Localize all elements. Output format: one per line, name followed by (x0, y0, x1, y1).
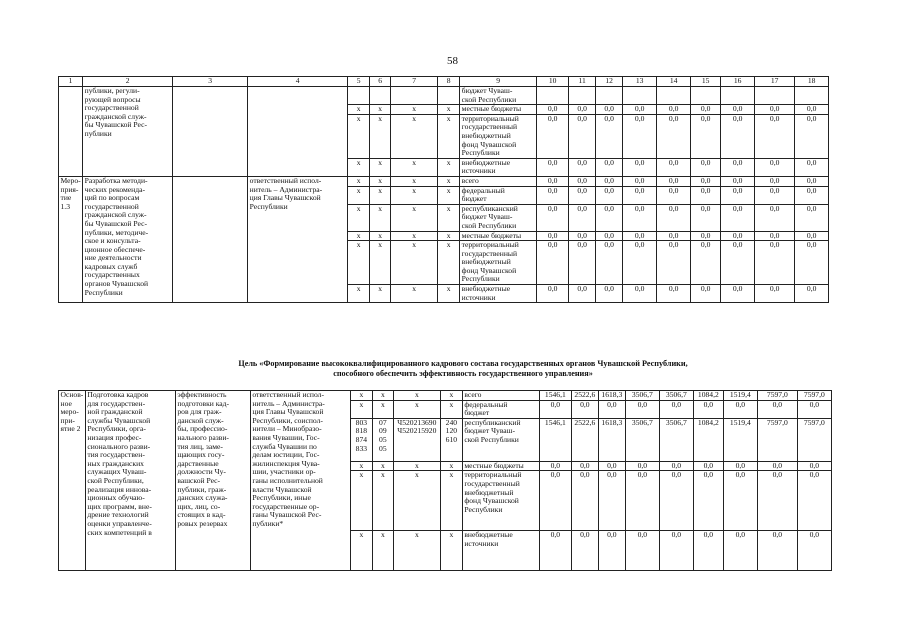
year-value-cell: 0,0 (657, 285, 691, 303)
expense-type-cell: x (438, 231, 460, 241)
year-value-cell: 0,0 (657, 204, 691, 231)
year-value-cell: 3506,7 (659, 391, 693, 401)
expense-type-cell: 240 120 610 (440, 418, 462, 461)
year-value-cell: 0,0 (797, 531, 831, 571)
year-value-cell: 1618,3 (598, 391, 625, 401)
table-row (59, 391, 832, 401)
grbs-code-cell: x (348, 186, 370, 204)
year-value-cell: 0,0 (795, 105, 829, 115)
year-value-cell (623, 87, 657, 105)
year-value-cell: 0,0 (623, 231, 657, 241)
year-value-cell (537, 87, 569, 105)
year-value-cell: 0,0 (721, 204, 755, 231)
target-article-cell: x (391, 176, 438, 186)
year-value-cell: 0,0 (596, 241, 623, 285)
year-value-cell: 0,0 (596, 105, 623, 115)
target-article-cell: x (393, 461, 440, 471)
year-value-cell: 0,0 (537, 231, 569, 241)
funding-source-cell: местные бюджеты (460, 105, 537, 115)
funding-source-cell: местные бюджеты (460, 231, 537, 241)
year-value-cell: 0,0 (795, 241, 829, 285)
expense-type-cell (438, 87, 460, 105)
year-value-cell: 0,0 (755, 186, 795, 204)
section-code-cell: x (370, 204, 391, 231)
year-value-cell: 0,0 (569, 186, 596, 204)
year-value-cell: 7597,0 (757, 391, 797, 401)
column-number-16: 16 (721, 77, 755, 87)
target-article-cell: x (391, 158, 438, 176)
section-code-cell: x (370, 158, 391, 176)
year-value-cell: 0,0 (657, 241, 691, 285)
event-name-cell: Разработка методи- ческих рекоменда- ций по вопросам государственной гражданской служ- бы Чувашской Рес- публики, методиче- ское и консульта- ционное обеспече- ние деятельности кадровых служб государственных органов Чувашской Республики (83, 176, 173, 302)
year-value-cell: 0,0 (623, 114, 657, 158)
expense-type-cell: x (440, 531, 462, 571)
year-value-cell: 0,0 (691, 105, 721, 115)
year-value-cell: 0,0 (797, 461, 831, 471)
year-value-cell: 0,0 (721, 176, 755, 186)
year-value-cell: 3506,7 (625, 418, 659, 461)
year-value-cell: 3506,7 (659, 418, 693, 461)
goal-line-2: способного обеспечить эффективность государственного управления» (333, 369, 593, 378)
section-code-cell: x (372, 461, 393, 471)
year-value-cell: 0,0 (721, 186, 755, 204)
year-value-cell: 0,0 (657, 158, 691, 176)
year-value-cell: 0,0 (657, 176, 691, 186)
target-article-cell: x (393, 471, 440, 531)
year-value-cell: 0,0 (755, 204, 795, 231)
year-value-cell: 0,0 (596, 176, 623, 186)
funding-source-cell: внебюджетные источники (462, 531, 539, 571)
column-number-4: 4 (248, 77, 348, 87)
year-value-cell: 0,0 (571, 531, 598, 571)
grbs-code-cell: x (350, 531, 372, 571)
year-value-cell: 0,0 (795, 114, 829, 158)
year-value-cell: 0,0 (537, 285, 569, 303)
year-value-cell: 0,0 (755, 285, 795, 303)
year-value-cell: 0,0 (757, 531, 797, 571)
expense-type-cell: x (438, 114, 460, 158)
funding-source-cell: территориальный государственный внебюджетный фонд Чувашской Республики (462, 471, 539, 531)
year-value-cell: 0,0 (539, 400, 571, 418)
year-value-cell: 0,0 (537, 114, 569, 158)
year-value-cell: 0,0 (569, 158, 596, 176)
target-article-cell: x (391, 105, 438, 115)
year-value-cell: 3506,7 (625, 391, 659, 401)
year-value-cell: 0,0 (693, 461, 723, 471)
year-value-cell: 0,0 (755, 114, 795, 158)
grbs-code-cell: x (348, 158, 370, 176)
year-value-cell: 0,0 (598, 400, 625, 418)
year-value-cell: 0,0 (539, 471, 571, 531)
column-number-15: 15 (691, 77, 721, 87)
funding-source-cell: местные бюджеты (462, 461, 539, 471)
year-value-cell: 1519,4 (723, 391, 757, 401)
year-value-cell: 0,0 (691, 114, 721, 158)
year-value-cell: 0,0 (691, 158, 721, 176)
header-row (59, 77, 829, 87)
year-value-cell: 1546,1 (539, 418, 571, 461)
event-code-cell: Меро- прия- тие 1.3 (59, 176, 83, 302)
year-value-cell: 0,0 (657, 105, 691, 115)
target-article-cell: Ч520213690 Ч520215920 (393, 418, 440, 461)
expense-type-cell: x (440, 471, 462, 531)
section-code-cell: x (372, 531, 393, 571)
executor-cell: ответственный испол- нитель – Администра- ция Главы Чувашской Республики (248, 176, 348, 302)
year-value-cell: 0,0 (691, 186, 721, 204)
column-number-12: 12 (596, 77, 623, 87)
year-value-cell (721, 87, 755, 105)
section-code-cell: x (370, 231, 391, 241)
expense-type-cell: x (440, 391, 462, 401)
year-value-cell: 0,0 (571, 400, 598, 418)
year-value-cell: 0,0 (569, 241, 596, 285)
year-value-cell: 0,0 (755, 176, 795, 186)
year-value-cell: 0,0 (723, 400, 757, 418)
column-number-1: 1 (59, 77, 83, 87)
year-value-cell: 0,0 (598, 531, 625, 571)
grbs-code-cell: x (348, 285, 370, 303)
target-article-cell: x (391, 241, 438, 285)
column-number-2: 2 (83, 77, 173, 87)
column-number-3: 3 (173, 77, 248, 87)
event-name-cell: Подготовка кадров для государствен- ной гражданской службы Чувашской Республики, орга- низация профес- сионального разви- тия государствен- ных гражданских служащих Чуваш- ской Республики, реализация иннова- ционных обучаю- щих программ, вне- дрение технологий оценки управленче- ских компетенций в (85, 391, 175, 571)
year-value-cell: 0,0 (659, 400, 693, 418)
year-value-cell: 0,0 (693, 471, 723, 531)
year-value-cell: 7597,0 (757, 418, 797, 461)
year-value-cell (691, 87, 721, 105)
year-value-cell: 1618,3 (598, 418, 625, 461)
funding-source-cell: республиканский бюджет Чуваш- ской Республики (460, 204, 537, 231)
grbs-code-cell: x (348, 114, 370, 158)
table-row (59, 176, 829, 186)
column-number-10: 10 (537, 77, 569, 87)
grbs-code-cell: x (348, 204, 370, 231)
year-value-cell: 0,0 (757, 461, 797, 471)
expense-type-cell: x (438, 241, 460, 285)
section-code-cell: x (370, 186, 391, 204)
funding-source-cell: республиканский бюджет Чуваш- ской Республики (462, 418, 539, 461)
expense-type-cell: x (438, 158, 460, 176)
year-value-cell: 0,0 (657, 231, 691, 241)
year-value-cell: 0,0 (598, 461, 625, 471)
year-value-cell: 0,0 (596, 186, 623, 204)
year-value-cell: 0,0 (539, 461, 571, 471)
section-code-cell: x (370, 176, 391, 186)
year-value-cell: 2522,6 (571, 418, 598, 461)
year-value-cell: 0,0 (625, 531, 659, 571)
grbs-code-cell: x (348, 176, 370, 186)
funding-source-cell: федеральный бюджет (460, 186, 537, 204)
grbs-code-cell: x (348, 241, 370, 285)
year-value-cell: 0,0 (723, 461, 757, 471)
year-value-cell: 0,0 (721, 158, 755, 176)
target-article-cell: x (391, 285, 438, 303)
year-value-cell: 0,0 (537, 158, 569, 176)
year-value-cell: 0,0 (537, 105, 569, 115)
column-number-5: 5 (348, 77, 370, 87)
year-value-cell: 0,0 (755, 105, 795, 115)
target-indicator-cell (173, 176, 248, 302)
year-value-cell: 0,0 (569, 176, 596, 186)
column-number-8: 8 (438, 77, 460, 87)
year-value-cell: 0,0 (693, 531, 723, 571)
target-article-cell: x (393, 400, 440, 418)
funding-source-cell: территориальный государственный внебюджетный фонд Чувашской Республики (460, 114, 537, 158)
year-value-cell: 0,0 (596, 114, 623, 158)
year-value-cell: 0,0 (569, 105, 596, 115)
year-value-cell (657, 87, 691, 105)
goal-heading (58, 359, 868, 379)
section-code-cell: x (370, 285, 391, 303)
year-value-cell: 0,0 (721, 241, 755, 285)
year-value-cell: 0,0 (569, 285, 596, 303)
section-code-cell: x (372, 471, 393, 531)
expense-type-cell: x (438, 204, 460, 231)
year-value-cell: 0,0 (797, 471, 831, 531)
expense-type-cell: x (438, 105, 460, 115)
goal-line-1: Цель «Формирование высококвалифицированного кадрового состава государственных органов Чувашской Республики, (238, 359, 688, 368)
year-value-cell: 1519,4 (723, 418, 757, 461)
year-value-cell: 1084,2 (693, 391, 723, 401)
target-indicator-cell: эффективность подготовки кад- ров для граж- данской служ- бы, профессио- нального разви- тия лиц, заме- щающих госу- дарственные должности Чу- вашской Рес- публики, граж- данских служа- щих, лиц, со- стоящих в кад- ровых резервах (175, 391, 250, 571)
page-number: 58 (447, 55, 458, 67)
year-value-cell: 0,0 (723, 471, 757, 531)
funding-source-cell: внебюджетные источники (460, 158, 537, 176)
year-value-cell: 0,0 (659, 461, 693, 471)
expense-type-cell: x (438, 176, 460, 186)
year-value-cell: 0,0 (571, 471, 598, 531)
year-value-cell: 0,0 (596, 231, 623, 241)
year-value-cell: 0,0 (723, 531, 757, 571)
event-code-cell: Основ- ное меро- при- ятие 2 (59, 391, 86, 571)
expense-type-cell: x (438, 186, 460, 204)
column-number-18: 18 (795, 77, 829, 87)
year-value-cell: 2522,6 (571, 391, 598, 401)
year-value-cell: 0,0 (539, 531, 571, 571)
column-number-11: 11 (569, 77, 596, 87)
year-value-cell: 0,0 (691, 204, 721, 231)
column-number-9: 9 (460, 77, 537, 87)
year-value-cell (755, 87, 795, 105)
section-code-cell: x (370, 241, 391, 285)
year-value-cell: 0,0 (659, 531, 693, 571)
column-number-7: 7 (391, 77, 438, 87)
target-article-cell: x (393, 391, 440, 401)
year-value-cell: 0,0 (598, 471, 625, 531)
grbs-code-cell: x (350, 400, 372, 418)
column-number-17: 17 (755, 77, 795, 87)
year-value-cell: 0,0 (693, 400, 723, 418)
target-article-cell: x (393, 531, 440, 571)
year-value-cell: 0,0 (623, 186, 657, 204)
column-number-13: 13 (623, 77, 657, 87)
year-value-cell: 0,0 (795, 231, 829, 241)
year-value-cell: 0,0 (691, 176, 721, 186)
column-number-14: 14 (657, 77, 691, 87)
section-code-cell: x (372, 391, 393, 401)
year-value-cell: 0,0 (721, 231, 755, 241)
funding-source-cell: федеральный бюджет (462, 400, 539, 418)
funding-source-cell: бюджет Чуваш- ской Республики (460, 87, 537, 105)
executor-cell (248, 87, 348, 177)
grbs-code-cell: x (348, 105, 370, 115)
year-value-cell: 0,0 (795, 186, 829, 204)
budget-table-continuation (58, 76, 829, 303)
year-value-cell: 0,0 (755, 241, 795, 285)
grbs-code-cell: x (350, 471, 372, 531)
year-value-cell: 0,0 (571, 461, 598, 471)
year-value-cell: 0,0 (623, 241, 657, 285)
year-value-cell: 0,0 (623, 105, 657, 115)
year-value-cell (569, 87, 596, 105)
year-value-cell: 0,0 (596, 204, 623, 231)
target-indicator-cell (173, 87, 248, 177)
section-code-cell: x (372, 400, 393, 418)
grbs-code-cell: x (348, 231, 370, 241)
year-value-cell: 0,0 (795, 204, 829, 231)
funding-source-cell: территориальный государственный внебюджетный фонд Чувашской Республики (460, 241, 537, 285)
year-value-cell: 0,0 (623, 176, 657, 186)
year-value-cell: 0,0 (757, 471, 797, 531)
year-value-cell: 0,0 (657, 186, 691, 204)
table-row (59, 87, 829, 105)
target-article-cell: x (391, 114, 438, 158)
year-value-cell: 0,0 (757, 400, 797, 418)
year-value-cell: 0,0 (797, 400, 831, 418)
section-code-cell: x (370, 105, 391, 115)
year-value-cell: 0,0 (721, 285, 755, 303)
target-article-cell: x (391, 231, 438, 241)
target-article-cell: x (391, 204, 438, 231)
grbs-code-cell: x (350, 391, 372, 401)
year-value-cell: 0,0 (623, 204, 657, 231)
funding-source-cell: всего (462, 391, 539, 401)
year-value-cell: 0,0 (755, 158, 795, 176)
expense-type-cell: x (440, 461, 462, 471)
target-article-cell: x (391, 186, 438, 204)
year-value-cell: 0,0 (721, 105, 755, 115)
year-value-cell: 0,0 (625, 471, 659, 531)
year-value-cell: 0,0 (691, 285, 721, 303)
year-value-cell: 1084,2 (693, 418, 723, 461)
year-value-cell (795, 87, 829, 105)
funding-source-cell: внебюджетные источники (460, 285, 537, 303)
year-value-cell: 0,0 (795, 176, 829, 186)
year-value-cell (596, 87, 623, 105)
year-value-cell: 0,0 (625, 400, 659, 418)
year-value-cell: 7597,0 (797, 418, 831, 461)
budget-table-main-event-2 (58, 390, 832, 571)
event-code-cell (59, 87, 83, 177)
column-number-6: 6 (370, 77, 391, 87)
year-value-cell: 0,0 (537, 204, 569, 231)
year-value-cell: 0,0 (537, 241, 569, 285)
funding-source-cell: всего (460, 176, 537, 186)
year-value-cell: 0,0 (569, 204, 596, 231)
grbs-code-cell: x (350, 461, 372, 471)
year-value-cell: 0,0 (795, 285, 829, 303)
executor-cell: ответственный испол- нитель – Администра- ция Главы Чувашской Республики, соиспол- нители – Минобразо- вания Чувашии, Гос- служба Чувашии по делам юстиции, Гос- жилинспекция Чува- шии, участники ор- ганы исполнительной власти Чувашской Республики, иные государственные ор- ганы Чувашской Рес- публики* (250, 391, 350, 571)
year-value-cell: 0,0 (596, 158, 623, 176)
year-value-cell: 0,0 (537, 176, 569, 186)
year-value-cell: 0,0 (657, 114, 691, 158)
section-code-cell: 07 09 05 05 (372, 418, 393, 461)
year-value-cell: 0,0 (623, 285, 657, 303)
expense-type-cell: x (440, 400, 462, 418)
year-value-cell: 0,0 (691, 241, 721, 285)
year-value-cell: 0,0 (691, 231, 721, 241)
grbs-code-cell (348, 87, 370, 105)
year-value-cell: 1546,1 (539, 391, 571, 401)
section-code-cell (370, 87, 391, 105)
expense-type-cell: x (438, 285, 460, 303)
target-article-cell (391, 87, 438, 105)
year-value-cell: 0,0 (623, 158, 657, 176)
event-name-cell: публики, регули- рующей вопросы государственной гражданской служ- бы Чувашской Рес- публики (83, 87, 173, 177)
year-value-cell: 0,0 (596, 285, 623, 303)
year-value-cell: 0,0 (795, 158, 829, 176)
year-value-cell: 0,0 (721, 114, 755, 158)
grbs-code-cell: 803 818 874 833 (350, 418, 372, 461)
year-value-cell: 0,0 (569, 231, 596, 241)
year-value-cell: 7597,0 (797, 391, 831, 401)
year-value-cell: 0,0 (569, 114, 596, 158)
year-value-cell: 0,0 (755, 231, 795, 241)
section-code-cell: x (370, 114, 391, 158)
year-value-cell: 0,0 (625, 461, 659, 471)
year-value-cell: 0,0 (659, 471, 693, 531)
year-value-cell: 0,0 (537, 186, 569, 204)
